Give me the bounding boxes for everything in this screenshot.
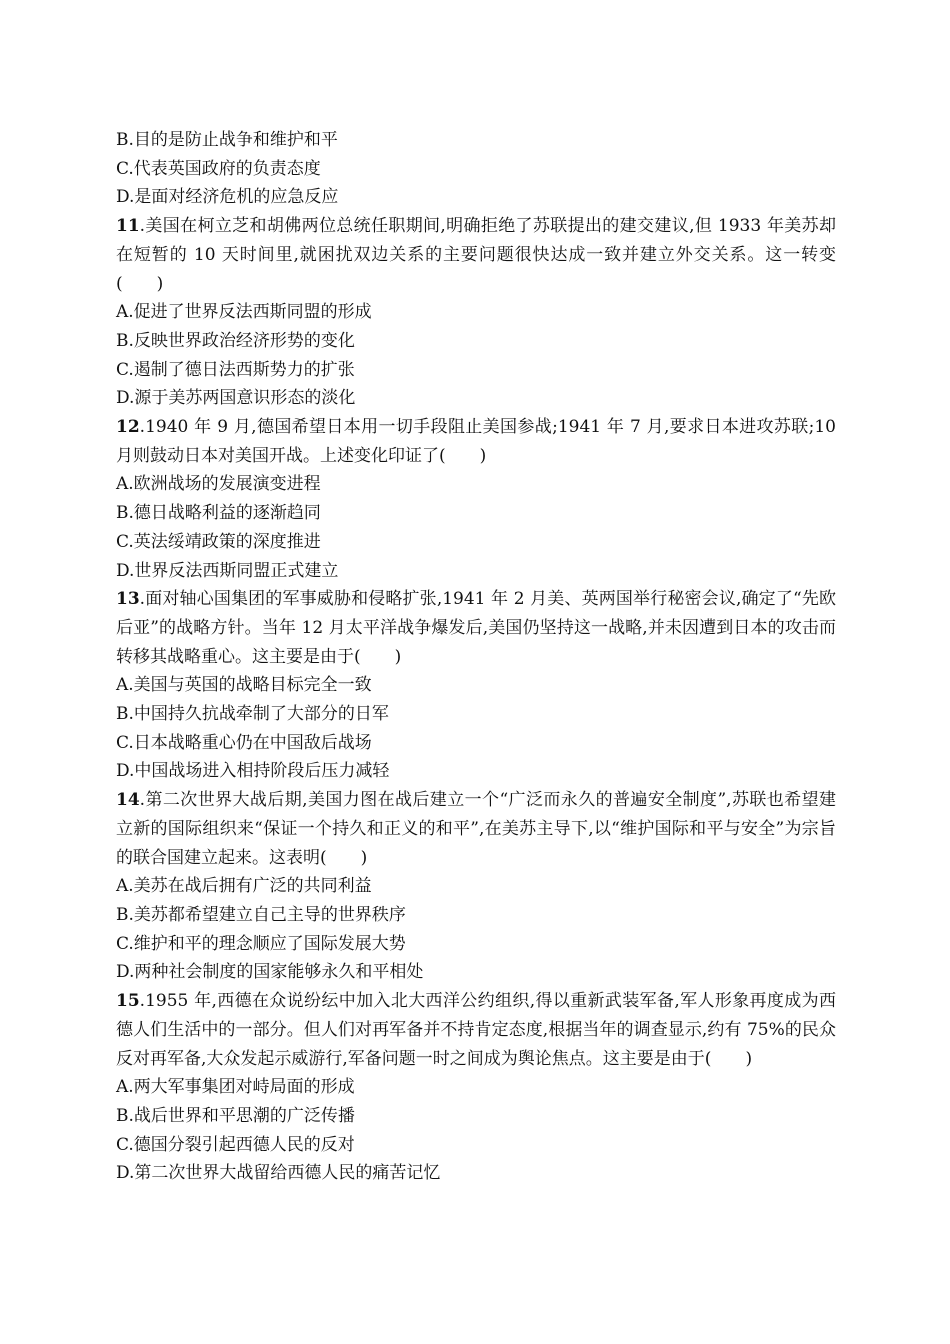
question-stem <box>116 212 836 298</box>
option-b: B.美苏都希望建立自己主导的世界秩序 <box>116 904 406 925</box>
question-11 <box>116 212 836 413</box>
option-b: B.战后世界和平思潮的广泛传播 <box>116 1105 355 1126</box>
question-number: 11 <box>116 216 140 237</box>
option-b-q10: B.目的是防止战争和维护和平 <box>116 130 338 150</box>
question-number: 15 <box>116 991 140 1012</box>
question-text: .1955 年,西德在众说纷纭中加入北大西洋公约组织,得以重新武装军备,军人形象再度成为西德人们生活中的一部分。但人们对再军备并不持肯定态度,根据当年的调查显示,约有 75%的民众反对再军备,大众发起示威游行,军备问题一时之间成为舆论焦点。这主要是由于( ) <box>116 991 836 1069</box>
question-number: 13 <box>116 589 140 610</box>
question-text: .第二次世界大战后期,美国力图在战后建立一个“广泛而永久的普遍安全制度”,苏联也希望建立新的国际组织来“保证一个持久和正义的和平”,在美苏主导下,以“维护国际和平与安全”为宗旨的联合国建立起来。这表明( ) <box>116 790 836 868</box>
question-13 <box>116 585 836 786</box>
option-d: D.两种社会制度的国家能够永久和平相处 <box>116 962 424 983</box>
question-14 <box>116 786 836 987</box>
option-c-q10: C.代表英国政府的负责态度 <box>116 158 321 179</box>
exam-page <box>116 126 836 1188</box>
question-12 <box>116 413 836 585</box>
question-stem <box>116 987 836 1073</box>
option-d: D.源于美苏两国意识形态的淡化 <box>116 388 356 409</box>
option-c: C.维护和平的理念顺应了国际发展大势 <box>116 933 406 954</box>
question-number: 14 <box>116 790 140 811</box>
question-15 <box>116 987 836 1188</box>
option-c: C.英法绥靖政策的深度推进 <box>116 531 321 552</box>
option-b: B.反映世界政治经济形势的变化 <box>116 330 355 351</box>
option-d: D.世界反法西斯同盟正式建立 <box>116 560 339 581</box>
option-a: A.美国与英国的战略目标完全一致 <box>116 675 372 696</box>
option-d: D.第二次世界大战留给西德人民的痛苦记忆 <box>116 1163 441 1184</box>
option-a: A.两大军事集团对峙局面的形成 <box>116 1077 355 1098</box>
question-stem <box>116 786 836 872</box>
question-text: .1940 年 9 月,德国希望日本用一切手段阻止美国参战;1941 年 7 月,要求日本进攻苏联;10 月则鼓动日本对美国开战。上述变化印证了( ) <box>116 417 836 466</box>
option-b: B.德日战略利益的逐渐趋同 <box>116 503 321 524</box>
option-a: A.促进了世界反法西斯同盟的形成 <box>116 302 372 323</box>
question-number: 12 <box>116 417 140 438</box>
option-c: C.德国分裂引起西德人民的反对 <box>116 1134 355 1155</box>
question-text: .美国在柯立芝和胡佛两位总统任职期间,明确拒绝了苏联提出的建交建议,但 1933 年美苏却在短暂的 10 天时间里,就困扰双边关系的主要问题很快达成一致并建立外交关系。这一转变( ) <box>116 216 836 294</box>
option-d-q10: D.是面对经济危机的应急反应 <box>116 187 339 208</box>
option-c: C.日本战略重心仍在中国敌后战场 <box>116 732 372 753</box>
option-a: A.欧洲战场的发展演变进程 <box>116 474 321 495</box>
option-c: C.遏制了德日法西斯势力的扩张 <box>116 359 355 380</box>
option-a: A.美苏在战后拥有广泛的共同利益 <box>116 876 372 897</box>
option-b: B.中国持久抗战牵制了大部分的日军 <box>116 704 389 725</box>
question-stem <box>116 413 836 470</box>
option-d: D.中国战场进入相持阶段后压力减轻 <box>116 761 390 782</box>
question-stem <box>116 585 836 671</box>
question-text: .面对轴心国集团的军事威胁和侵略扩张,1941 年 2 月美、英两国举行秘密会议,确定了“先欧后亚”的战略方针。当年 12 月太平洋战争爆发后,美国仍坚持这一战略,并未因遭到日本的攻击而转移其战略重心。这主要是由于( ) <box>116 589 836 667</box>
